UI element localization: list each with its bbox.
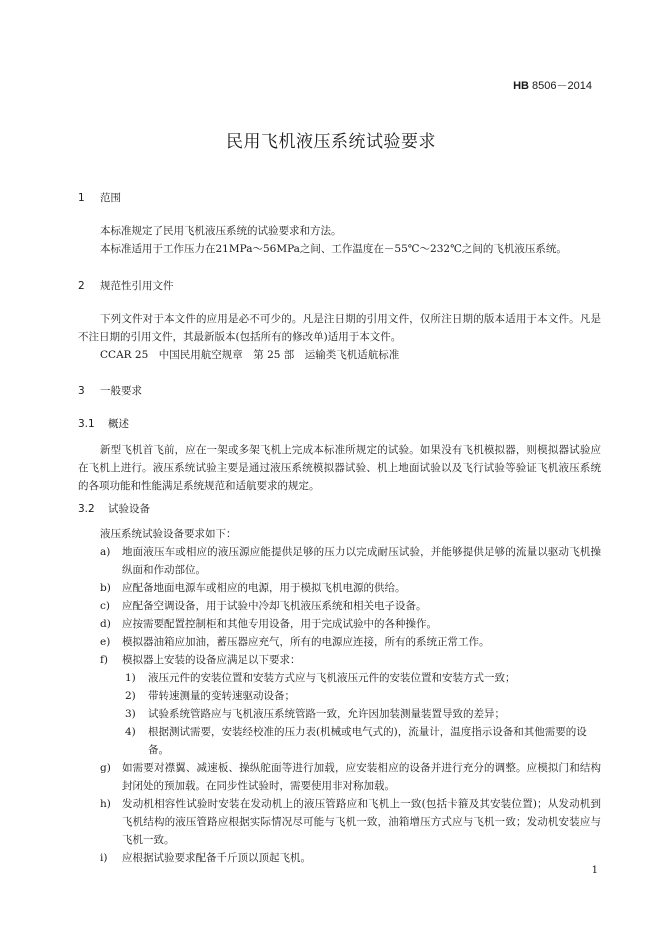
list-marker: g) [100, 762, 111, 774]
list-item-d [78, 615, 601, 633]
section-3-1 [78, 415, 601, 433]
list-item-b [78, 579, 601, 597]
section-3-2-intro: 液压系统试验设备要求如下： [100, 528, 237, 540]
list-item-i [78, 849, 601, 867]
page-number: 1 [591, 865, 598, 876]
standard-prefix: HB [513, 80, 529, 92]
list-item-text: 如需要对襟翼、减速板、操纵舵面等进行加载，应安装相应的设备并进行充分的调整。应模拟门和结构封闭处的预加载。在同步性试验时，需要使用非对称加载。 [122, 762, 601, 792]
section-1-para-2: 本标准适用于工作压力在21MPa～56MPa之间、工作温度在－55℃～232℃之间的飞机液压系统。 [100, 243, 567, 255]
list-item-e [78, 633, 601, 651]
list-item-text: 模拟器油箱应加油，蓄压器应充气，所有的电源应连接，所有的系统正常工作。 [122, 636, 490, 648]
list-item-c [78, 597, 601, 615]
section-3-number: 3 [78, 385, 85, 397]
section-2-number: 2 [78, 280, 85, 292]
section-3-2-title: 试验设备 [108, 503, 150, 515]
section-2-para-1: 下列文件对于本文件的应用是必不可少的。凡是注日期的引用文件，仅所注日期的版本适用于本文件。凡是不注日期的引用文件，其最新版本(包括所有的修改单)适用于本文件。 [78, 313, 601, 343]
list-item-text: 应配备地面电源车或相应的电源，用于模拟飞机电源的供给。 [122, 582, 406, 594]
sub-item-text: 试验系统管路应与飞机液压系统管路一致，允许因加装测量装置导致的差异； [148, 708, 505, 720]
sub-item-text: 带转速测量的变转速驱动设备； [148, 690, 295, 702]
section-3-heading [78, 382, 601, 400]
list-marker: e) [100, 636, 111, 648]
list-item-text: 地面液压车或相应的液压源应能提供足够的压力以完成耐压试验，并能够提供足够的流量以驱动飞机操纵面和作动部位。 [122, 546, 601, 576]
standard-code: 8506－2014 [532, 80, 592, 92]
section-2-body [78, 310, 601, 364]
list-item-a [78, 543, 601, 579]
sub-marker: 2) [125, 690, 136, 702]
section-3-title: 一般要求 [100, 385, 142, 397]
sub-item-text: 液压元件的安装位置和安装方式应与飞机液压元件的安装位置和安装方式一致； [148, 672, 516, 684]
section-3-2-heading [78, 500, 601, 518]
list-item-h [78, 795, 601, 849]
sub-marker: 3) [125, 708, 136, 720]
sub-marker: 1) [125, 672, 136, 684]
section-1-para-1: 本标准规定了民用飞机液压系统的试验要求和方法。 [100, 225, 342, 237]
sub-item-text: 根据测试需要，安装经校准的压力表(机械或电气式的)，流量计，温度指示设备和其他需要的设备。 [148, 726, 587, 756]
section-1-body [78, 222, 601, 258]
section-2-heading [78, 277, 601, 295]
section-3-1-para-1: 新型飞机首飞前，应在一架或多架飞机上完成本标准所规定的试验。如果没有飞机模拟器，则模拟器试验应在飞机上进行。液压系统试验主要是通过液压系统模拟器试验、机上地面试验以及飞行试验等验证飞机液压系统的各项功能和性能满足系统规范和适航要求的规定。 [78, 444, 601, 492]
list-marker: a) [100, 546, 111, 558]
section-1 [78, 189, 601, 207]
section-2 [78, 277, 601, 295]
section-3-1-number: 3.1 [78, 418, 95, 430]
list-item-g [78, 759, 601, 795]
list-item-text: 应按需要配置控制柜和其他专用设备，用于完成试验中的各种操作。 [122, 618, 437, 630]
list-item-text: 应配备空调设备，用于试验中冷却飞机液压系统和相关电子设备。 [122, 600, 427, 612]
section-3-2-number: 3.2 [78, 503, 95, 515]
list-marker: b) [100, 582, 111, 594]
list-item-f [78, 651, 601, 669]
list-marker: i) [100, 852, 108, 864]
list-marker: f) [100, 654, 108, 666]
list-item-text: 发动机相容性试验时安装在发动机上的液压管路应和飞机上一致(包括卡箍及其安装位置)；从发动机到飞机结构的液压管路应根据实际情况尽可能与飞机一致，油箱增压方式应与飞机一致；发动机安装应与飞机一致。 [122, 798, 601, 846]
section-3-1-title: 概述 [108, 418, 129, 430]
list-item-text: 应根据试验要求配备千斤顶以顶起飞机。 [122, 852, 311, 864]
list-item-text: 模拟器上安装的设备应满足以下要求： [122, 654, 301, 666]
section-2-title: 规范性引用文件 [100, 280, 174, 292]
sub-item-3 [78, 705, 601, 723]
section-1-heading [78, 189, 601, 207]
section-3-1-heading [78, 415, 601, 433]
section-3-2 [78, 500, 601, 518]
sub-item-4 [78, 723, 601, 759]
document-title: 民用飞机液压系统试验要求 [226, 132, 436, 152]
list-marker: h) [100, 798, 111, 810]
section-3-2-body [78, 525, 601, 867]
section-3-1-body [78, 441, 601, 495]
sub-item-2 [78, 687, 601, 705]
section-1-title: 范围 [100, 192, 121, 204]
list-marker: c) [100, 600, 110, 612]
list-marker: d) [100, 618, 111, 630]
sub-item-1 [78, 669, 601, 687]
standard-number [513, 77, 592, 95]
section-1-number: 1 [78, 192, 85, 204]
normative-reference: CCAR 25 中国民用航空规章 第 25 部 运输类飞机适航标准 [100, 349, 400, 361]
section-3 [78, 382, 601, 400]
sub-marker: 4) [125, 726, 136, 738]
